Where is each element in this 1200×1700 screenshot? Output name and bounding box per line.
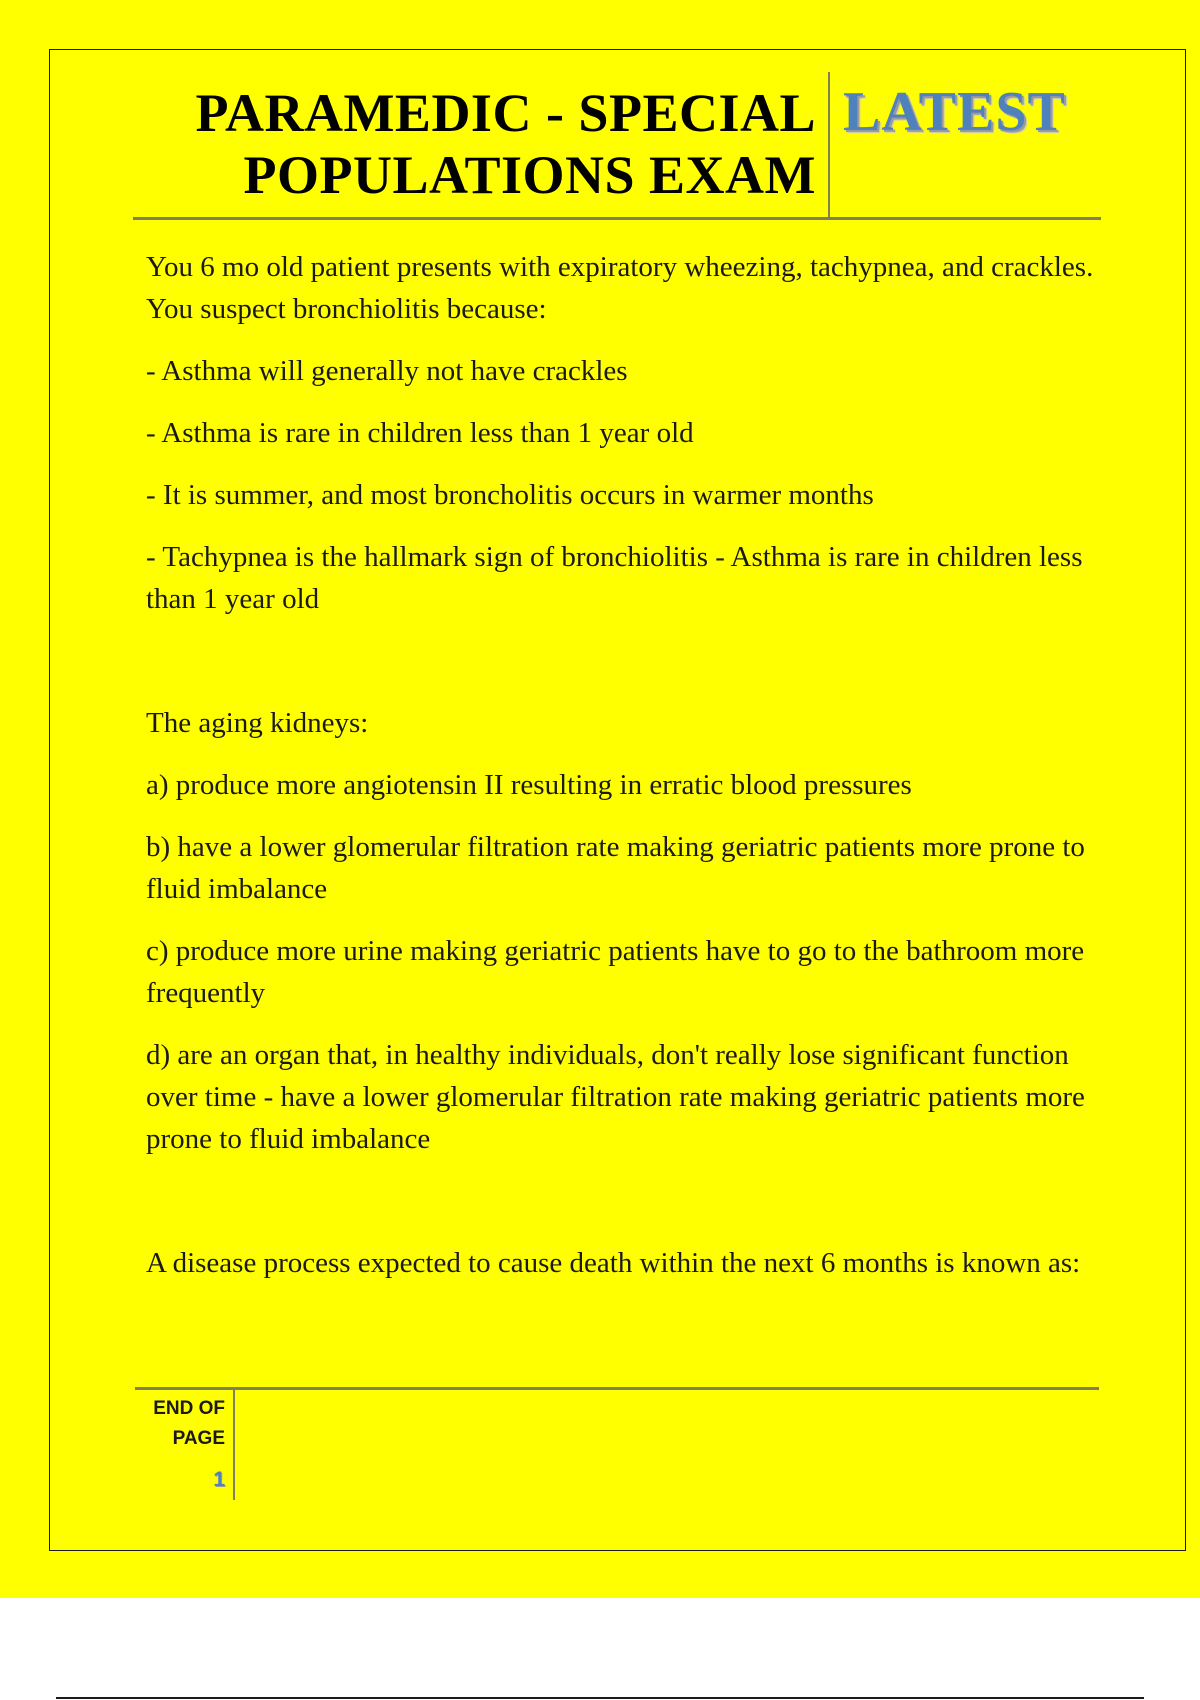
page-title [133,82,816,206]
latest-badge: LATEST [843,81,1066,143]
question-2-option: b) have a lower glomerular filtration rate making geriatric patients more prone to fluid imbalance [146,831,1085,905]
end-of-page-label [135,1394,225,1454]
page-footer [135,1387,1099,1500]
exam-content [146,246,1096,1304]
question-1-option: - Asthma will generally not have crackles [146,355,628,387]
title-line-2: POPULATIONS EXAM [243,145,816,205]
end-of-page-line-1: END OF [153,1398,225,1419]
question-1-option: - It is summer, and most broncholitis occurs in warmer months [146,479,874,511]
question-1-option: - Asthma is rare in children less than 1 year old [146,417,694,449]
question-1: You 6 mo old patient presents with expiratory wheezing, tachypnea, and crackles. You suspect bronchiolitis because: [146,251,1094,325]
question-2-option: a) produce more angiotensin II resulting in erratic blood pressures [146,769,912,801]
question-3: A disease process expected to cause death within the next 6 months is known as: [146,1247,1081,1279]
page-number: 1 [213,1468,225,1491]
question-1-option: - Tachypnea is the hallmark sign of bronchiolitis - Asthma is rare in children less than 1 year old [146,541,1083,615]
footer-divider [233,1390,235,1500]
question-spacer [146,1180,1096,1242]
question-2-option: d) are an organ that, in healthy individuals, don't really lose significant function over time - have a lower glomerular filtration rate making geriatric patients more prone to fluid imbalance [146,1039,1085,1155]
header-divider [828,72,830,217]
page-header [133,72,1101,220]
question-spacer [146,640,1096,702]
title-line-1: PARAMEDIC - SPECIAL [195,83,816,143]
end-of-page-line-2: PAGE [172,1428,225,1449]
question-2-option: c) produce more urine making geriatric patients have to go to the bathroom more frequently [146,935,1085,1009]
question-2: The aging kidneys: [146,707,369,739]
bottom-rule [56,1697,1144,1699]
